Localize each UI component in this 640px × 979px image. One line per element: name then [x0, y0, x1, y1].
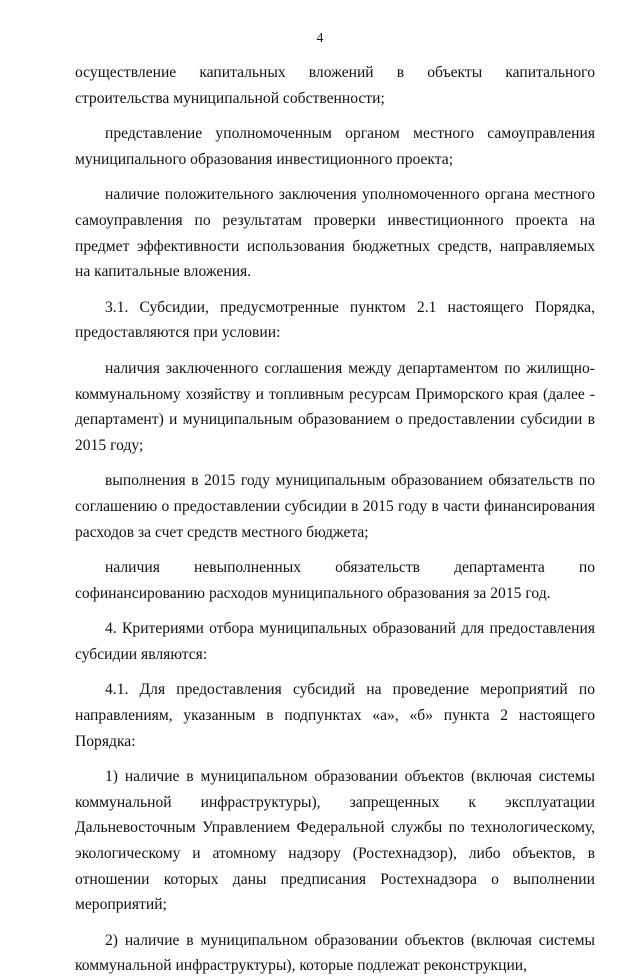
- paragraph-3: наличие положительного заключения уполномоченного органа местного самоуправления по результатам проверки инвестиционного проекта на предмет эффективности использования бюджетных средств, направляемых на капитальные вложения.: [75, 186, 595, 281]
- paragraph-11: 2) наличие в муниципальном образовании объектов (включая системы коммунальной инфраструктуры), которые подлежат реконструкции,: [75, 931, 595, 975]
- paragraph-7: наличия невыполненных обязательств департамента по софинансированию расходов муниципального образования за 2015 год.: [75, 559, 595, 602]
- paragraph-9: 4.1. Для предоставления субсидий на проведение мероприятий по направлениям, указанным в подпунктах «а», «б» пункта 2 настоящего Порядка:: [75, 681, 595, 750]
- document-body: [75, 60, 595, 979]
- paragraph-4: 3.1. Субсидии, предусмотренные пунктом 2.1 настоящего Порядка, предоставляются при условии:: [75, 298, 595, 342]
- paragraph-8: 4. Критериями отбора муниципальных образований для предоставления субсидии являются:: [75, 620, 595, 663]
- paragraph-5: наличия заключенного соглашения между департаментом по жилищно-коммунальному хозяйству и топливным ресурсам Приморского края (далее - департамент) и муниципальным образованием о предоставлении субсидии в 2015 году;: [75, 359, 595, 454]
- paragraph-6: выполнения в 2015 году муниципальным образованием обязательств по соглашению о предоставлении субсидии в 2015 году в части финансирования расходов за счет средств местного бюджета;: [75, 472, 595, 541]
- paragraph-1: осуществление капитальных вложений в объекты капитального строительства муниципальной собственности;: [75, 64, 595, 107]
- page-number: 4: [316, 30, 324, 45]
- paragraph-2: представление уполномоченным органом местного самоуправления муниципального образования инвестиционного проекта;: [75, 125, 595, 168]
- paragraph-10: 1) наличие в муниципальном образовании объектов (включая системы коммунальной инфраструктуры), запрещенных к эксплуатации Дальневосточным Управлением Федеральной службы по технологическому, экологическому и атомному надзору (Ростехнадзор), либо объектов, в отношении которых даны предписания Ростехнадзора о выполнении мероприятий;: [75, 768, 595, 914]
